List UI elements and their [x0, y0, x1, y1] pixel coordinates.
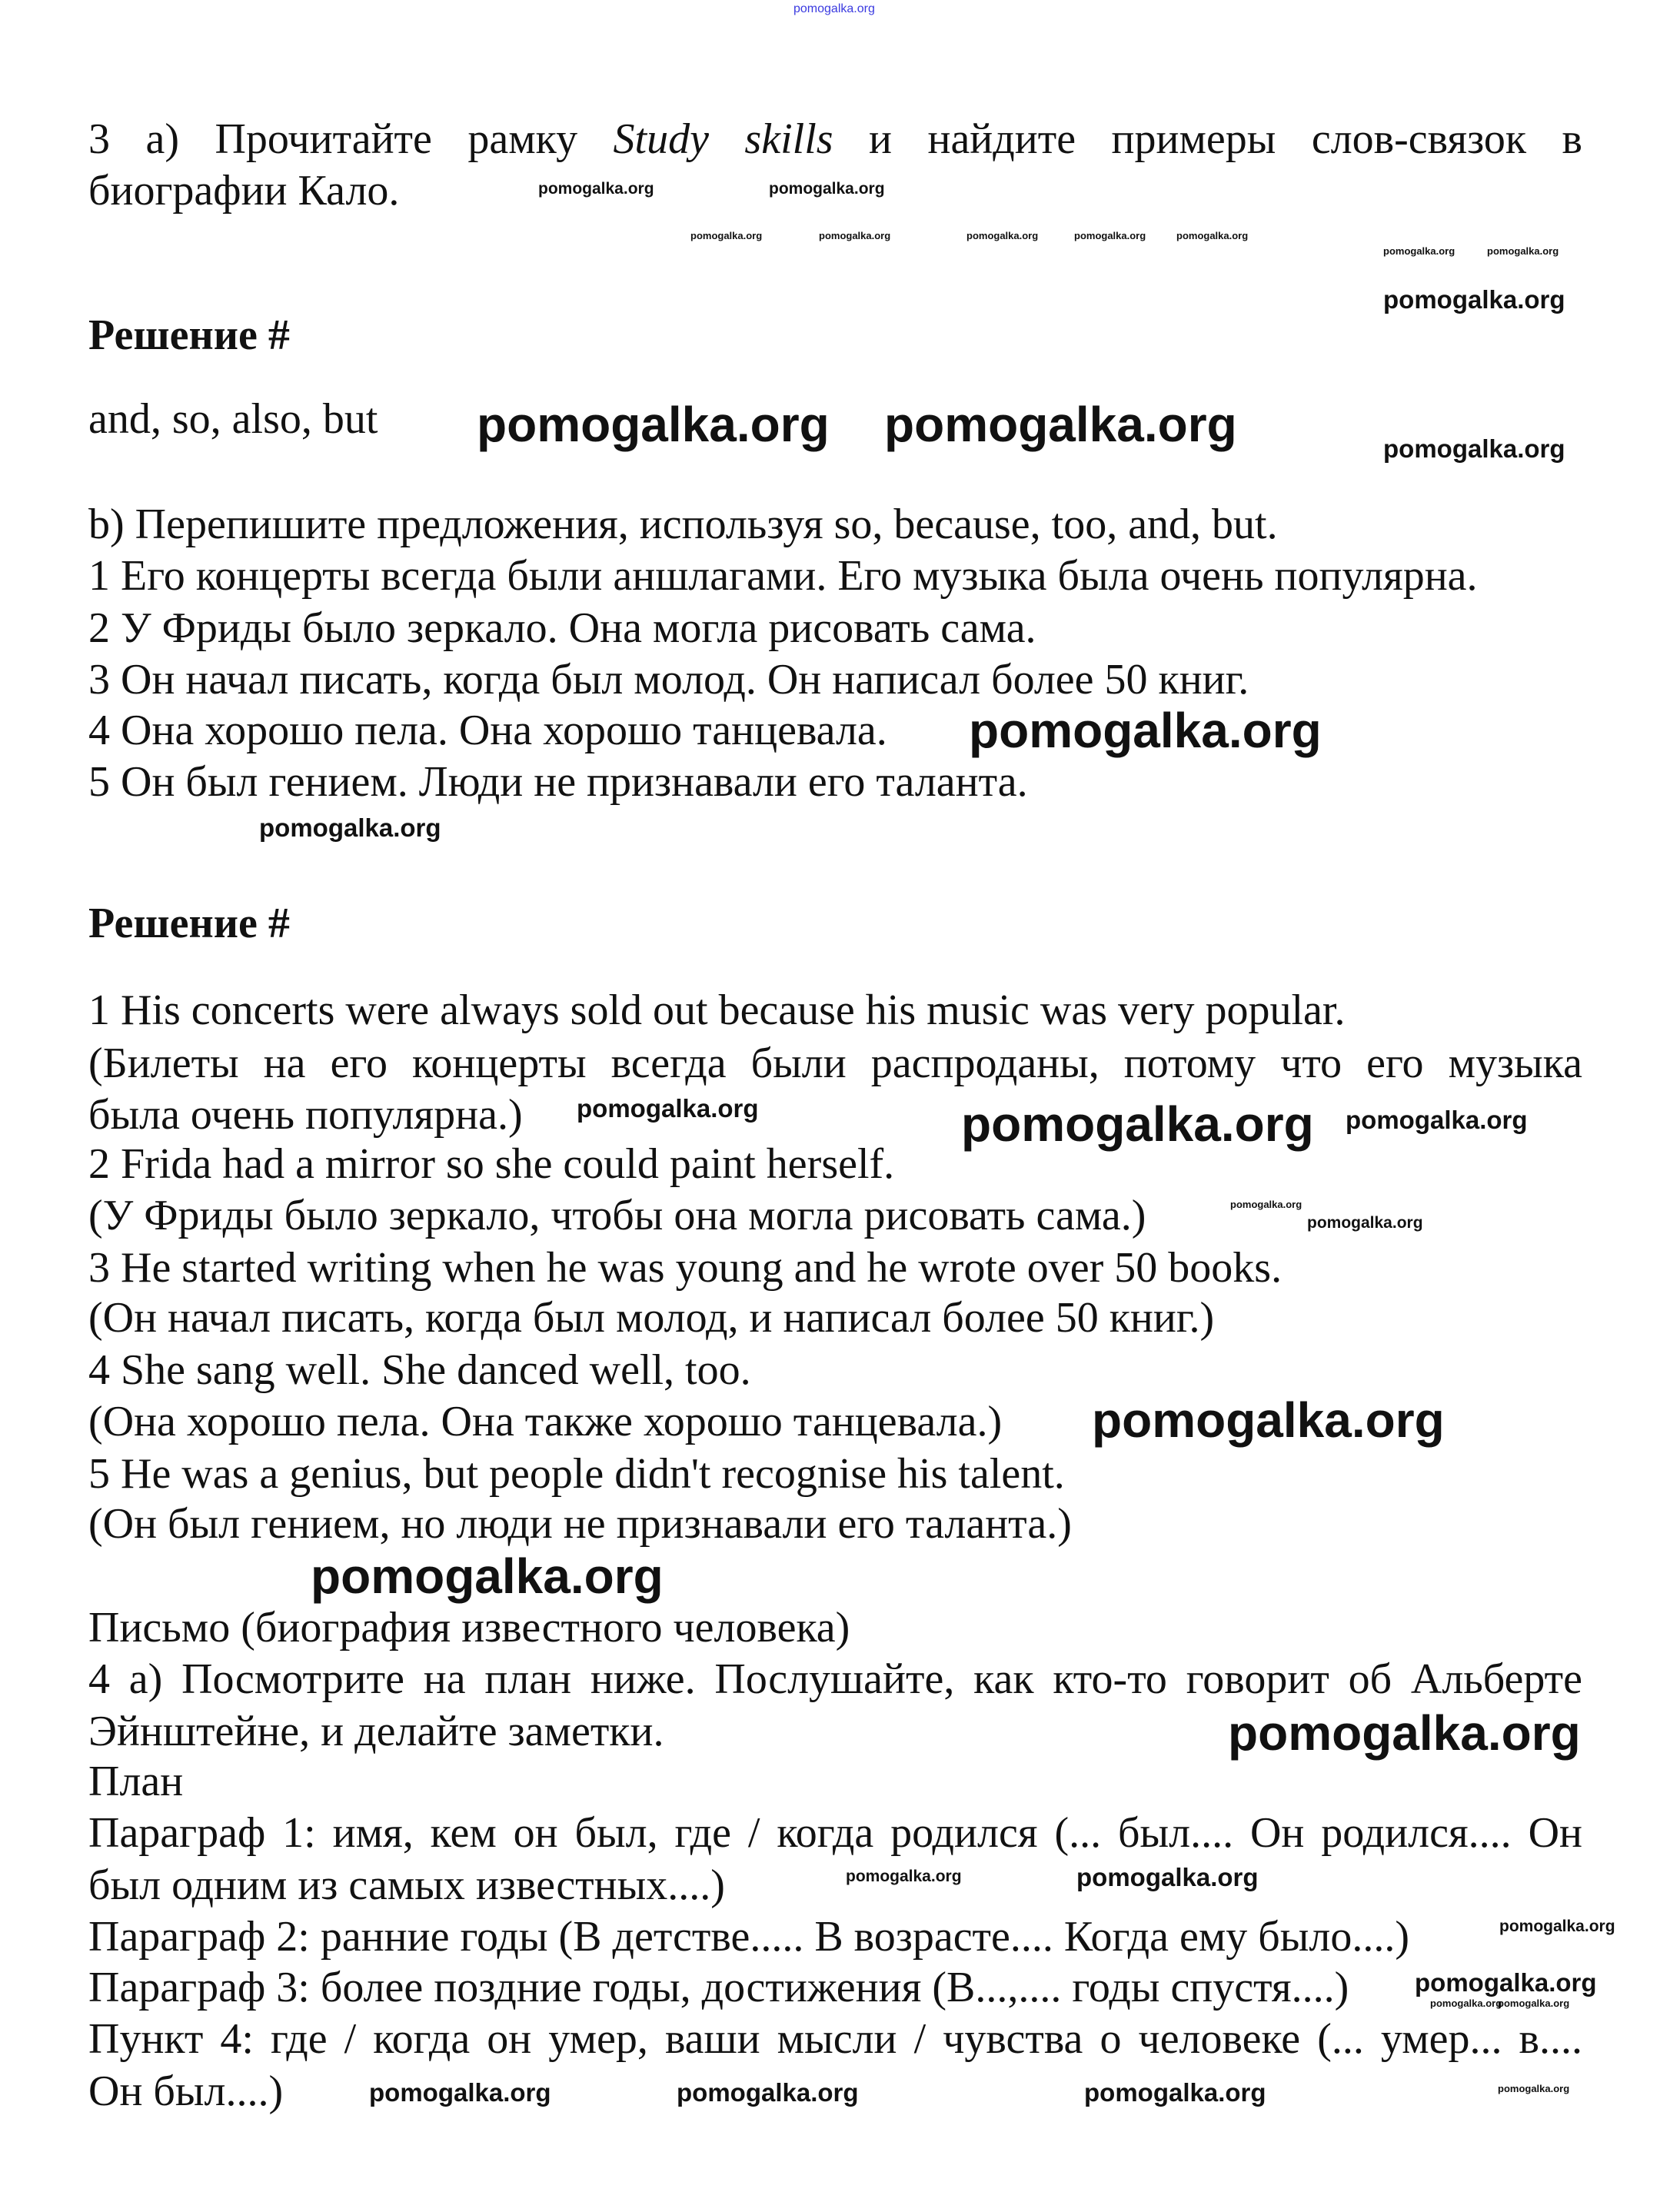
answer-3b-line: 5 He was a genius, but people didn't recognise his talent. [88, 1450, 1065, 1498]
watermark: pomogalka.org [1074, 230, 1146, 241]
answer-3b-line: 1 His concerts were always sold out because his music was very popular. [88, 986, 1346, 1034]
watermark: pomogalka.org [1228, 1705, 1581, 1761]
watermark: pomogalka.org [477, 397, 830, 452]
watermark: pomogalka.org [259, 813, 441, 842]
watermark: pomogalka.org [1415, 1968, 1597, 1997]
watermark: pomogalka.org [677, 2078, 859, 2107]
watermark: pomogalka.org [538, 180, 654, 198]
watermark: pomogalka.org [1307, 1214, 1423, 1232]
watermark: pomogalka.org [769, 180, 885, 198]
solution-heading-2: Решение # [88, 900, 290, 947]
watermark: pomogalka.org [690, 230, 763, 241]
task-3a-text-start: 3 а) Прочитайте рамку [88, 115, 614, 163]
watermark: pomogalka.org [1383, 285, 1565, 314]
study-skills-italic: Study skills [613, 115, 833, 163]
writing-heading: Письмо (биография известного человека) [88, 1604, 850, 1651]
plan-item: Параграф 1: имя, кем он был, где / когда родился (... был.... Он родился.... Он [88, 1809, 1582, 1857]
answer-3a: and, so, also, but [88, 395, 378, 443]
watermark: pomogalka.org [961, 1096, 1314, 1152]
task-3b-item: 1 Его концерты всегда были аншлагами. Его музыка была очень популярна. [88, 552, 1478, 600]
plan-item: Параграф 2: ранние годы (В детстве..... В возрасте.... Когда ему было....) [88, 1913, 1409, 1961]
watermark: pomogalka.org [1084, 2078, 1266, 2107]
plan-item: был одним из самых известных....) [88, 1861, 725, 1909]
watermark: pomogalka.org [884, 397, 1237, 452]
task-3b-item: 2 У Фриды было зеркало. Она могла рисовать сама. [88, 604, 1036, 652]
answer-3b-line: была очень популярна.) [88, 1091, 523, 1139]
watermark: pomogalka.org [1498, 2083, 1570, 2094]
watermark: pomogalka.org [369, 2078, 551, 2107]
watermark: pomogalka.org [1176, 230, 1249, 241]
writing-task-line: Эйнштейне, и делайте заметки. [88, 1708, 664, 1755]
plan-heading: План [88, 1758, 184, 1805]
watermark: pomogalka.org [1487, 245, 1559, 257]
solution-heading-1: Решение # [88, 311, 290, 359]
writing-task-line: 4 а) Посмотрите на план ниже. Послушайте, как кто-то говорит об Альберте [88, 1655, 1582, 1703]
answer-3b-line: (Он был гением, но люди не признавали его таланта.) [88, 1500, 1072, 1548]
task-3a-line1 [88, 114, 1582, 165]
watermark: pomogalka.org [1383, 245, 1455, 257]
answer-3b-line: (У Фриды было зеркало, чтобы она могла рисовать сама.) [88, 1192, 1146, 1239]
answer-3b-line: (Она хорошо пела. Она также хорошо танцевала.) [88, 1398, 1003, 1445]
watermark: pomogalka.org [819, 230, 891, 241]
task-3a-line2: биографии Кало. [88, 167, 400, 215]
task-3a-text-end: и найдите примеры слов-связок в [833, 115, 1582, 163]
plan-item: Пункт 4: где / когда он умер, ваши мысли / чувства о человеке (... умер... в.... [88, 2015, 1582, 2063]
answer-3b-line: (Он начал писать, когда был молод, и написал более 50 книг.) [88, 1294, 1215, 1342]
answer-3b-line: 2 Frida had a mirror so she could paint herself. [88, 1140, 895, 1188]
task-3b-item: 3 Он начал писать, когда был молод. Он написал более 50 книг. [88, 656, 1249, 704]
watermark: pomogalka.org [846, 1868, 962, 1885]
plan-item: Он был....) [88, 2067, 284, 2115]
task-3b-item: 4 Она хорошо пела. Она хорошо танцевала. [88, 707, 887, 754]
watermark: pomogalka.org [966, 230, 1039, 241]
watermark: pomogalka.org [1076, 1863, 1259, 1891]
watermark: pomogalka.org [1346, 1106, 1528, 1134]
watermark: pomogalka.org [577, 1094, 759, 1123]
watermark: pomogalka.org [969, 703, 1322, 758]
watermark: pomogalka.org [1092, 1392, 1445, 1448]
answer-3b-line: 4 She sang well. She danced well, too. [88, 1346, 751, 1394]
plan-item: Параграф 3: более поздние годы, достижения (В...,.... годы спустя....) [88, 1964, 1349, 2011]
watermark: pomogalka.org [1383, 434, 1565, 463]
watermark: pomogalka.org [1498, 1997, 1570, 2009]
header-watermark[interactable]: pomogalka.org [793, 2, 875, 15]
watermark: pomogalka.org [1499, 1918, 1615, 1935]
watermark: pomogalka.org [311, 1548, 664, 1604]
watermark: pomogalka.org [1430, 1997, 1502, 2009]
task-3b-instruction: b) Перепишите предложения, используя so, because, too, and, but. [88, 501, 1278, 548]
answer-3b-line: 3 He started writing when he was young and he wrote over 50 books. [88, 1244, 1282, 1292]
watermark: pomogalka.org [1230, 1199, 1302, 1210]
task-3b-item: 5 Он был гением. Люди не признавали его таланта. [88, 758, 1028, 806]
answer-3b-line: (Билеты на его концерты всегда были распроданы, потому что его музыка [88, 1039, 1582, 1087]
